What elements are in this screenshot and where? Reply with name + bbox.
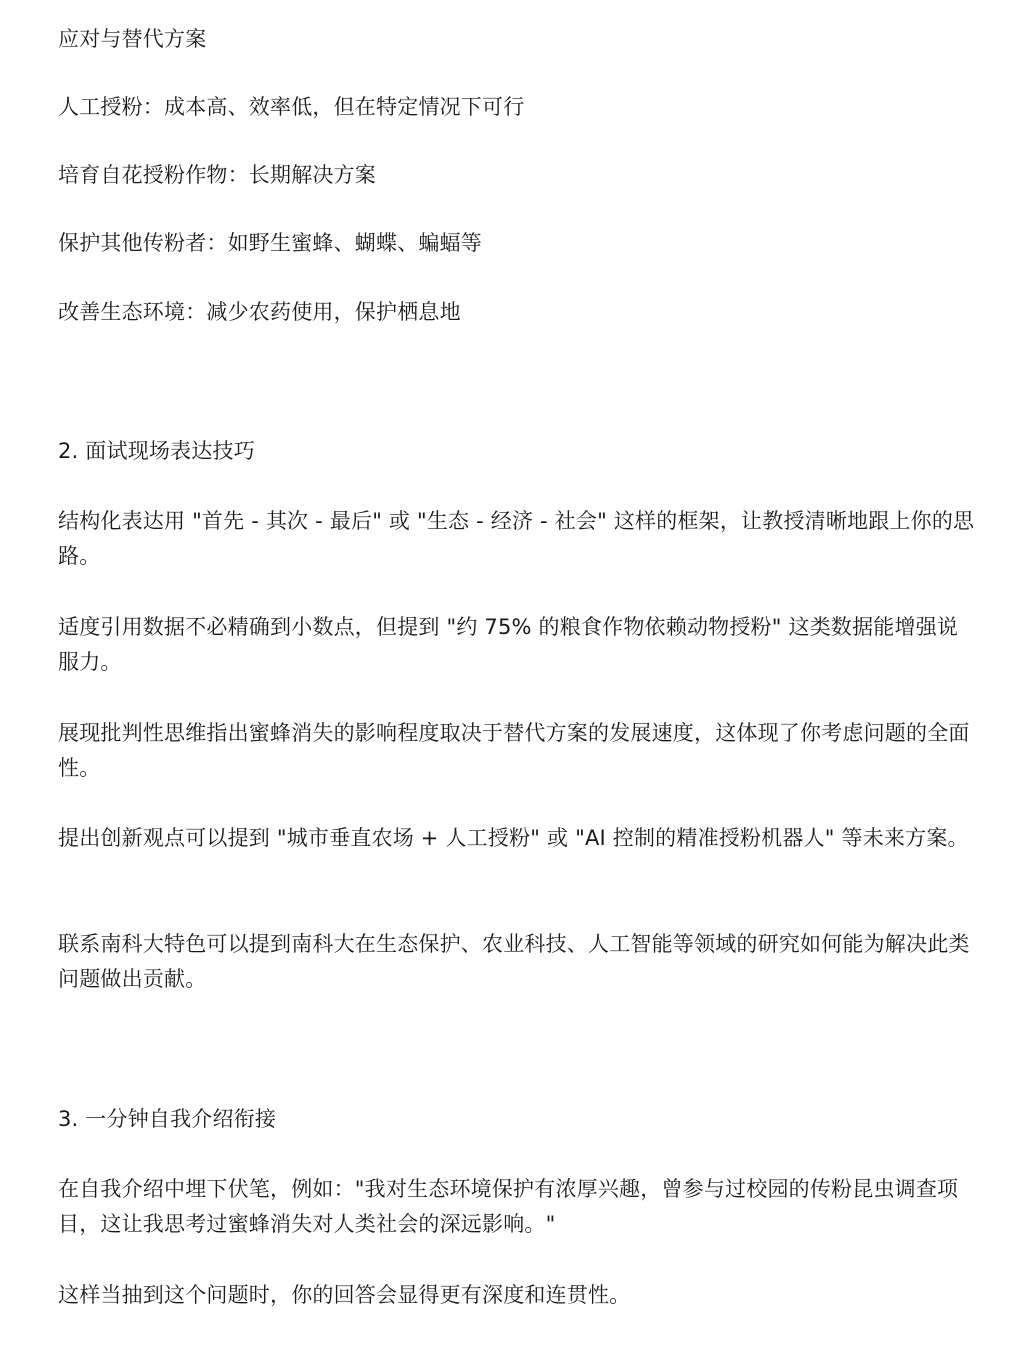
paragraph: 在自我介绍中埋下伏笔，例如："我对生态环境保护有浓厚兴趣，曾参与过校园的传粉昆虫调查项目，这让我思考过蜜蜂消失对人类社会的深远影响。" xyxy=(58,1177,959,1236)
paragraph: 提出创新观点可以提到 "城市垂直农场 + 人工授粉" 或 "AI 控制的精准授粉机器人" 等未来方案。 xyxy=(58,826,969,850)
section-heading-self-intro: 3. 一分钟自我介绍衔接 xyxy=(58,1107,277,1131)
section-heading-interview-skills: 2. 面试现场表达技巧 xyxy=(58,439,255,463)
paragraph: 适度引用数据不必精确到小数点，但提到 "约 75% 的粮食作物依赖动物授粉" 这类数据能增强说服力。 xyxy=(58,615,959,674)
list-item: 人工授粉：成本高、效率低，但在特定情况下可行 xyxy=(58,95,525,119)
section-heading-alternatives: 应对与替代方案 xyxy=(58,27,207,51)
list-item: 培育自花授粉作物：长期解决方案 xyxy=(58,163,376,187)
list-item: 改善生态环境：减少农药使用，保护栖息地 xyxy=(58,300,461,324)
paragraph: 联系南科大特色可以提到南科大在生态保护、农业科技、人工智能等领域的研究如何能为解决此类问题做出贡献。 xyxy=(58,932,970,991)
paragraph: 展现批判性思维指出蜜蜂消失的影响程度取决于替代方案的发展速度，这体现了你考虑问题的全面性。 xyxy=(58,721,970,780)
paragraph: 这样当抽到这个问题时，你的回答会显得更有深度和连贯性。 xyxy=(58,1283,631,1307)
paragraph: 结构化表达用 "首先 - 其次 - 最后" 或 "生态 - 经济 - 社会" 这样的框架，让教授清晰地跟上你的思路。 xyxy=(58,509,975,568)
list-item: 保护其他传粉者：如野生蜜蜂、蝴蝶、蝙蝠等 xyxy=(58,231,482,255)
